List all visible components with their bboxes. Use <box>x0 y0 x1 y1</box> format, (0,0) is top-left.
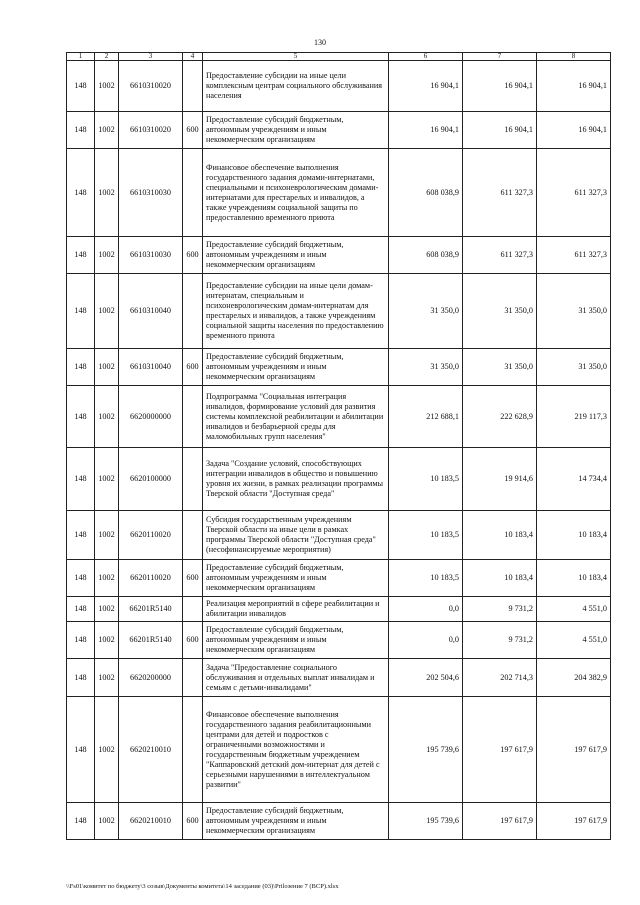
table-row <box>67 112 611 149</box>
ministry-code-cell: 148 <box>67 274 95 349</box>
ministry-code-cell: 148 <box>67 560 95 597</box>
target-article-cell: 6610310020 <box>119 112 183 149</box>
amount-cell: 16 904,1 <box>463 112 537 149</box>
section-code-cell: 1002 <box>95 511 119 560</box>
amount-cell: 10 183,4 <box>463 511 537 560</box>
amount-cell: 195 739,6 <box>389 803 463 840</box>
expense-type-cell <box>183 659 203 697</box>
ministry-code-cell: 148 <box>67 597 95 622</box>
target-article-cell: 6610310040 <box>119 349 183 386</box>
amount-cell: 31 350,0 <box>463 349 537 386</box>
amount-cell: 31 350,0 <box>389 349 463 386</box>
table-row <box>67 597 611 622</box>
expense-type-cell <box>183 511 203 560</box>
table-row <box>67 511 611 560</box>
amount-cell: 0,0 <box>389 622 463 659</box>
table-row <box>67 697 611 803</box>
amount-cell: 31 350,0 <box>537 349 611 386</box>
amount-cell: 10 183,4 <box>463 560 537 597</box>
table-row <box>67 386 611 448</box>
column-header: 3 <box>119 53 183 61</box>
amount-cell: 10 183,5 <box>389 560 463 597</box>
amount-cell: 222 628,9 <box>463 386 537 448</box>
amount-cell: 14 734,4 <box>537 448 611 511</box>
table-row <box>67 659 611 697</box>
table-row <box>67 274 611 349</box>
description-cell: Задача "Создание условий, способствующих интеграции инвалидов в общество и повышению уровня их жизни, в рамках реализации программы Тверской области "Доступная среда" <box>203 448 389 511</box>
description-cell: Предоставление субсидий бюджетным, автономным учреждениям и иным некоммерческим организациям <box>203 349 389 386</box>
section-code-cell: 1002 <box>95 61 119 112</box>
section-code-cell: 1002 <box>95 112 119 149</box>
target-article-cell: 6620110020 <box>119 560 183 597</box>
amount-cell: 608 038,9 <box>389 149 463 237</box>
amount-cell: 202 504,6 <box>389 659 463 697</box>
table-row <box>67 149 611 237</box>
section-code-cell: 1002 <box>95 659 119 697</box>
ministry-code-cell: 148 <box>67 386 95 448</box>
table-row <box>67 349 611 386</box>
target-article-cell: 6620100000 <box>119 448 183 511</box>
column-header: 2 <box>95 53 119 61</box>
description-cell: Предоставление субсидий бюджетным, автономным учреждениям и иным некоммерческим организациям <box>203 622 389 659</box>
amount-cell: 4 551,0 <box>537 622 611 659</box>
column-number-row <box>67 53 611 61</box>
amount-cell: 31 350,0 <box>463 274 537 349</box>
amount-cell: 0,0 <box>389 597 463 622</box>
amount-cell: 16 904,1 <box>537 61 611 112</box>
amount-cell: 197 617,9 <box>537 697 611 803</box>
section-code-cell: 1002 <box>95 274 119 349</box>
amount-cell: 31 350,0 <box>537 274 611 349</box>
amount-cell: 204 382,9 <box>537 659 611 697</box>
column-header: 8 <box>537 53 611 61</box>
expense-type-cell: 600 <box>183 112 203 149</box>
amount-cell: 611 327,3 <box>463 237 537 274</box>
table-row <box>67 448 611 511</box>
amount-cell: 611 327,3 <box>537 149 611 237</box>
amount-cell: 19 914,6 <box>463 448 537 511</box>
section-code-cell: 1002 <box>95 448 119 511</box>
description-cell: Финансовое обеспечение выполнения государственного задания домами-интернатами, специальными и психоневрологическим домами-интернатами для престарелых и инвалидов, а также учреждениям социальной защиты по предоставлению временного приюта <box>203 149 389 237</box>
ministry-code-cell: 148 <box>67 61 95 112</box>
description-cell: Реализация мероприятий в сфере реабилитации и абилитации инвалидов <box>203 597 389 622</box>
expense-type-cell: 600 <box>183 237 203 274</box>
target-article-cell: 6620210010 <box>119 803 183 840</box>
description-cell: Предоставление субсидий бюджетным, автономным учреждениям и иным некоммерческим организациям <box>203 803 389 840</box>
amount-cell: 202 714,3 <box>463 659 537 697</box>
amount-cell: 10 183,4 <box>537 511 611 560</box>
description-cell: Предоставление субсидий бюджетным, автономным учреждениям и иным некоммерческим организациям <box>203 560 389 597</box>
section-code-cell: 1002 <box>95 237 119 274</box>
section-code-cell: 1002 <box>95 597 119 622</box>
description-cell: Финансовое обеспечение выполнения государственного задания реабилитационными центрами для детей и подростков с ограниченными возможностями и государственным бюджетным учреждением "Каппаровский детский дом-интернат для детей с серьезными нарушениями в интеллектуальном развитии" <box>203 697 389 803</box>
amount-cell: 197 617,9 <box>537 803 611 840</box>
expense-type-cell <box>183 61 203 112</box>
expense-type-cell: 600 <box>183 622 203 659</box>
table-row <box>67 803 611 840</box>
budget-table <box>66 52 611 840</box>
section-code-cell: 1002 <box>95 560 119 597</box>
amount-cell: 10 183,5 <box>389 448 463 511</box>
amount-cell: 16 904,1 <box>389 61 463 112</box>
table-row <box>67 560 611 597</box>
expense-type-cell: 600 <box>183 349 203 386</box>
target-article-cell: 6610310030 <box>119 237 183 274</box>
column-header: 6 <box>389 53 463 61</box>
amount-cell: 9 731,2 <box>463 597 537 622</box>
amount-cell: 611 327,3 <box>537 237 611 274</box>
ministry-code-cell: 148 <box>67 149 95 237</box>
section-code-cell: 1002 <box>95 697 119 803</box>
target-article-cell: 6610310040 <box>119 274 183 349</box>
expense-type-cell: 600 <box>183 560 203 597</box>
amount-cell: 219 117,3 <box>537 386 611 448</box>
expense-type-cell <box>183 597 203 622</box>
section-code-cell: 1002 <box>95 622 119 659</box>
expense-type-cell: 600 <box>183 803 203 840</box>
expense-type-cell <box>183 274 203 349</box>
description-cell: Подпрограмма "Социальная интеграция инвалидов, формирование условий для развития системы комплексной реабилитации и абилитации инвалидов и безбарьерной среды для маломобильных групп населения" <box>203 386 389 448</box>
ministry-code-cell: 148 <box>67 448 95 511</box>
target-article-cell: 6610310020 <box>119 61 183 112</box>
column-header: 5 <box>203 53 389 61</box>
ministry-code-cell: 148 <box>67 349 95 386</box>
amount-cell: 10 183,4 <box>537 560 611 597</box>
section-code-cell: 1002 <box>95 386 119 448</box>
amount-cell: 16 904,1 <box>463 61 537 112</box>
amount-cell: 4 551,0 <box>537 597 611 622</box>
table-row <box>67 61 611 112</box>
table-row <box>67 622 611 659</box>
description-cell: Предоставление субсидии на иные цели комплексным центрам социального обслуживания населения <box>203 61 389 112</box>
expense-type-cell <box>183 448 203 511</box>
description-cell: Задача "Предоставление социального обслуживания и отдельных выплат инвалидам и семьям с детьми-инвалидами" <box>203 659 389 697</box>
expense-type-cell <box>183 149 203 237</box>
target-article-cell: 6620110020 <box>119 511 183 560</box>
ministry-code-cell: 148 <box>67 237 95 274</box>
page-number: 130 <box>314 38 326 47</box>
ministry-code-cell: 148 <box>67 112 95 149</box>
amount-cell: 197 617,9 <box>463 803 537 840</box>
column-header: 1 <box>67 53 95 61</box>
ministry-code-cell: 148 <box>67 659 95 697</box>
description-cell: Предоставление субсидий бюджетным, автономным учреждениям и иным некоммерческим организациям <box>203 237 389 274</box>
section-code-cell: 1002 <box>95 803 119 840</box>
file-path-footer: \\Fs01\комитет по бюджету\3 созыв\Документы комитета\14 заседание (03)\Prilозение 7 (ВСР).xlsx <box>66 883 339 890</box>
amount-cell: 31 350,0 <box>389 274 463 349</box>
target-article-cell: 6620200000 <box>119 659 183 697</box>
amount-cell: 197 617,9 <box>463 697 537 803</box>
amount-cell: 16 904,1 <box>389 112 463 149</box>
amount-cell: 9 731,2 <box>463 622 537 659</box>
amount-cell: 608 038,9 <box>389 237 463 274</box>
ministry-code-cell: 148 <box>67 803 95 840</box>
expense-type-cell <box>183 386 203 448</box>
column-header: 7 <box>463 53 537 61</box>
target-article-cell: 66201R5140 <box>119 597 183 622</box>
expense-type-cell <box>183 697 203 803</box>
ministry-code-cell: 148 <box>67 697 95 803</box>
section-code-cell: 1002 <box>95 149 119 237</box>
target-article-cell: 6620000000 <box>119 386 183 448</box>
description-cell: Предоставление субсидии на иные цели домам-интернатам, специальным и психоневрологическим домам-интернатам для престарелых и инвалидов, а также учреждениям социальной защиты населения по предоставлению временного приюта <box>203 274 389 349</box>
ministry-code-cell: 148 <box>67 622 95 659</box>
description-cell: Субсидия государственным учреждениям Тверской области на иные цели в рамках программы Тверской области "Доступная среда" (несофинансируемые мероприятия) <box>203 511 389 560</box>
target-article-cell: 6620210010 <box>119 697 183 803</box>
ministry-code-cell: 148 <box>67 511 95 560</box>
amount-cell: 16 904,1 <box>537 112 611 149</box>
column-header: 4 <box>183 53 203 61</box>
amount-cell: 195 739,6 <box>389 697 463 803</box>
amount-cell: 212 688,1 <box>389 386 463 448</box>
table-row <box>67 237 611 274</box>
target-article-cell: 66201R5140 <box>119 622 183 659</box>
amount-cell: 611 327,3 <box>463 149 537 237</box>
section-code-cell: 1002 <box>95 349 119 386</box>
amount-cell: 10 183,5 <box>389 511 463 560</box>
description-cell: Предоставление субсидий бюджетным, автономным учреждениям и иным некоммерческим организациям <box>203 112 389 149</box>
target-article-cell: 6610310030 <box>119 149 183 237</box>
